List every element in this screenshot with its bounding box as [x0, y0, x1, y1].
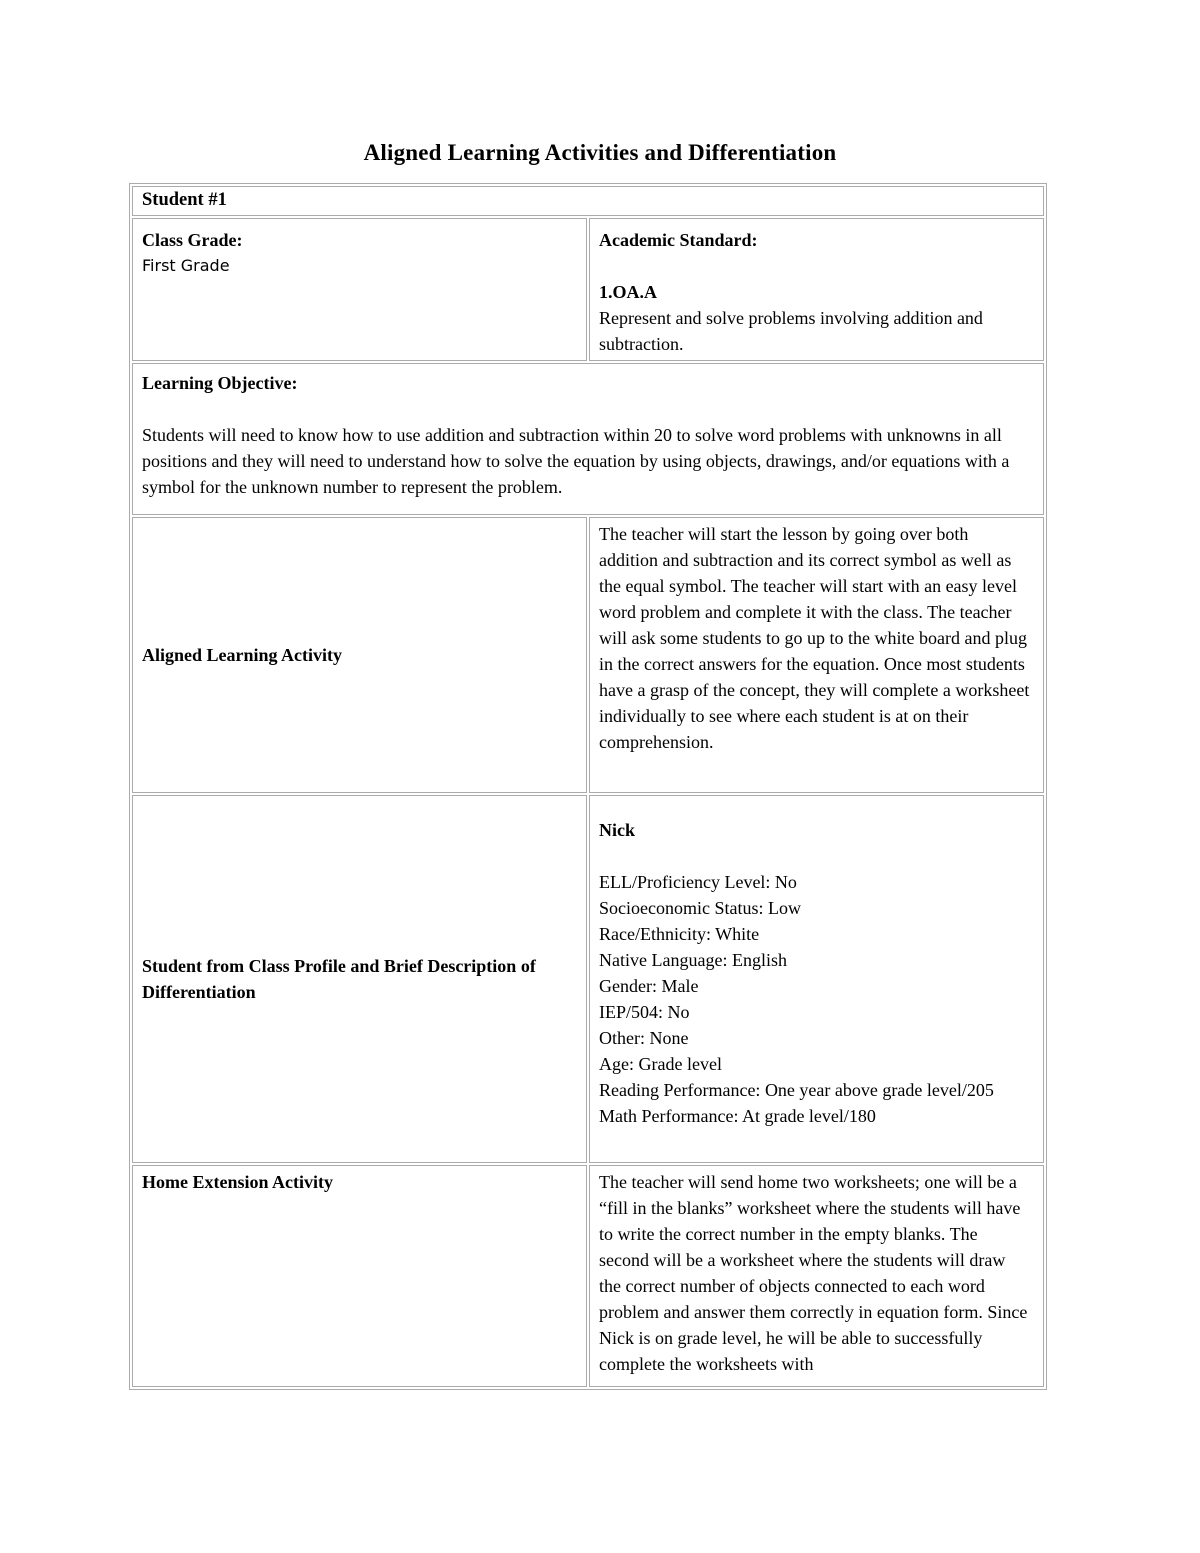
student-profile-label: Student from Class Profile and Brief Description of Differentiation [132, 795, 587, 1163]
profile-attribute-line: Gender: Male [599, 976, 699, 996]
profile-attribute-line: Reading Performance: One year above grade level/205 [599, 1080, 994, 1100]
academic-standard-code: 1.OA.A [599, 282, 657, 302]
lesson-plan-table [129, 183, 1047, 1390]
home-extension-text-cell [589, 1165, 1044, 1387]
student-profile-details-cell [589, 795, 1044, 1163]
home-extension-text: The teacher will send home two worksheets; one will be a “fill in the blanks” worksheet where the students will have to write the correct number in the empty blanks. The second will be a worksheet where the students will draw the correct number of objects connected to each word problem and answer them correctly in equation form. Since Nick is on grade level, he will be able to successfully complete the worksheets with [599, 1172, 1028, 1374]
class-grade-cell [132, 218, 587, 361]
student-profile-attributes [599, 869, 1031, 1129]
profile-attribute-line: Math Performance: At grade level/180 [599, 1106, 876, 1126]
table-row-home-extension [132, 1165, 1044, 1387]
academic-standard-description: Represent and solve problems involving addition and subtraction. [599, 308, 983, 354]
profile-attribute-line: Other: None [599, 1028, 689, 1048]
profile-attribute-line: Age: Grade level [599, 1054, 722, 1074]
profile-attribute-line: IEP/504: No [599, 1002, 690, 1022]
student-header-cell: Student #1 [132, 186, 1044, 216]
learning-objective-text: Students will need to know how to use addition and subtraction within 20 to solve word problems with unknowns in all positions and they will need to understand how to solve the equation by using objects, drawings, and/or equations with a symbol for the unknown number to represent the problem. [142, 425, 1010, 497]
document-title: Aligned Learning Activities and Differentiation [363, 140, 837, 165]
profile-attribute-line: Race/Ethnicity: White [599, 924, 760, 944]
profile-attribute-line: Socioeconomic Status: Low [599, 898, 801, 918]
table-row-learning-objective [132, 363, 1044, 515]
aligned-activity-text-cell [589, 517, 1044, 793]
academic-standard-cell [589, 218, 1044, 361]
profile-attribute-line: Native Language: English [599, 950, 787, 970]
class-grade-value: First Grade [142, 256, 230, 275]
aligned-activity-label: Aligned Learning Activity [132, 517, 587, 793]
table-row-aligned-activity [132, 517, 1044, 793]
home-extension-label: Home Extension Activity [132, 1165, 587, 1387]
blank-line [599, 843, 1031, 869]
table-row-grade-standard [132, 218, 1044, 361]
profile-attribute-line: ELL/Proficiency Level: No [599, 872, 797, 892]
blank-line [599, 253, 1031, 279]
learning-objective-cell [132, 363, 1044, 515]
table-row-student-header [132, 186, 1044, 216]
table-row-student-profile [132, 795, 1044, 1163]
class-grade-label: Class Grade: [142, 230, 243, 250]
learning-objective-label: Learning Objective: [142, 373, 298, 393]
top-gap [599, 799, 1031, 817]
academic-standard-label: Academic Standard: [599, 230, 758, 250]
aligned-activity-text: The teacher will start the lesson by going over both addition and subtraction and its correct symbol as well as the equal symbol. The teacher will start with an easy level word problem and complete it with the class. The teacher will ask some students to go up to the white board and plug in the correct answers for the equation. Once most students have a grasp of the concept, they will complete a worksheet individually to see where each student is at on their comprehension. [599, 524, 1030, 752]
blank-line [142, 396, 1031, 422]
student-profile-name: Nick [599, 820, 635, 840]
